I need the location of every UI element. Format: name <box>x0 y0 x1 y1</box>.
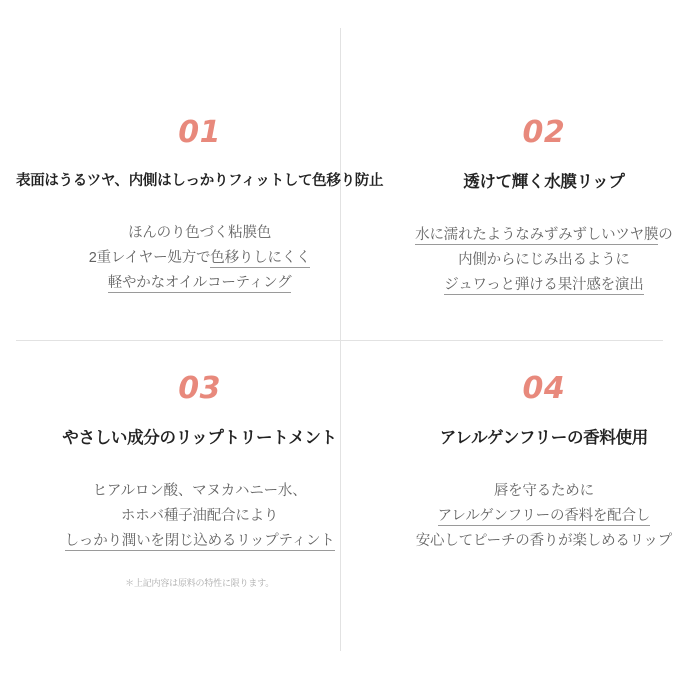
section-body <box>415 223 672 298</box>
body-text: 内側からにじみ出るように <box>458 252 630 269</box>
body-line <box>89 246 311 271</box>
body-line <box>65 479 335 504</box>
section-headline: アレルゲンフリーの香料使用 <box>439 428 648 447</box>
body-text: ホホバ種子油配合により <box>120 507 279 524</box>
body-line <box>416 504 672 529</box>
body-line <box>65 529 335 554</box>
section-headline: やさしい成分のリップトリートメント <box>62 428 337 447</box>
body-text: ヒアルロン酸、マヌカハニー水、 <box>92 482 307 499</box>
body-text-underlined: ジュワっと弾ける果汁感を演出 <box>444 277 644 294</box>
body-line <box>415 248 672 273</box>
section-number: 02 <box>522 115 566 150</box>
body-text-underlined: 軽やかなオイルコーティング <box>107 274 292 291</box>
body-text-underlined: アレルゲンフリーの香料を配合し <box>437 507 651 524</box>
section-body <box>416 479 672 554</box>
body-line <box>89 221 311 246</box>
body-text-underlined: 水に濡れたようなみずみずしいツヤ膜 <box>415 227 659 244</box>
feature-section-01 <box>0 0 399 340</box>
feature-section-02 <box>399 0 679 340</box>
body-text: 唇を守るために <box>493 482 594 499</box>
body-text: 2重レイヤー処方で <box>88 249 211 266</box>
section-headline: 透けて輝く水膜リップ <box>463 173 625 191</box>
section-number: 03 <box>178 370 221 406</box>
body-text: ほんのり色づく粘膜色 <box>128 224 272 241</box>
body-text-underlined: 色移りしにくく <box>210 249 311 266</box>
feature-section-04 <box>399 340 679 679</box>
section-number: 04 <box>522 370 566 406</box>
body-line <box>89 271 311 296</box>
body-line <box>65 504 335 529</box>
body-line <box>415 223 672 248</box>
body-text-underlined: しっかり潤いを閉じ込めるリップティント <box>64 532 335 549</box>
section-number: 01 <box>178 115 221 150</box>
feature-section-03 <box>0 340 399 679</box>
body-line <box>415 273 672 298</box>
body-line <box>416 479 672 504</box>
body-text: の <box>658 227 673 244</box>
section-note: ＊上記内容は原料の特性に限ります。 <box>125 577 275 588</box>
body-line <box>416 529 672 554</box>
section-body <box>89 221 311 296</box>
section-body <box>65 479 335 554</box>
body-text: 安心してピーチの香りが楽しめるリップ <box>415 532 672 549</box>
section-headline: 表面はうるツヤ、内側はしっかりフィットして色移り防止 <box>16 173 384 189</box>
